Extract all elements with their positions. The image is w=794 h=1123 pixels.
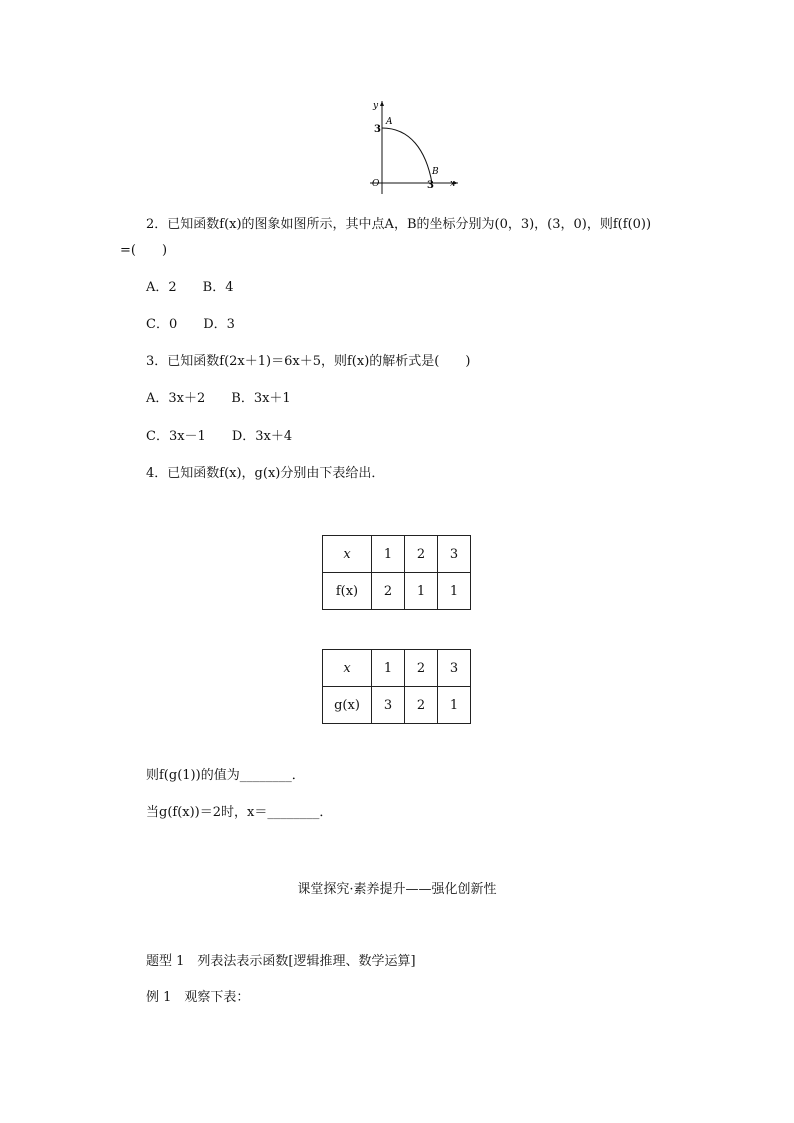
curve-ab <box>382 128 432 183</box>
q3-options-cd: C．3x－1 D．3x＋4 <box>146 429 293 444</box>
table-cell: 2 <box>405 536 438 573</box>
q4-ask-1: 则f(g(1))的值为________． <box>146 768 305 783</box>
table-cell: 1 <box>372 650 405 687</box>
table-cell: 2 <box>405 650 438 687</box>
table-cell: 3 <box>372 687 405 724</box>
q2-stem-cont: =( ) <box>120 243 168 258</box>
y-axis-label: y <box>373 101 379 111</box>
table-g <box>322 649 471 724</box>
table-cell: 3 <box>438 536 471 573</box>
table-f <box>322 535 471 610</box>
example-heading: 例 1 观察下表： <box>146 990 250 1005</box>
table-cell: 3 <box>438 650 471 687</box>
table-g-header-row <box>323 650 471 687</box>
q3-options-ab: A．3x＋2 B．3x＋1 <box>146 391 291 406</box>
section-title: 课堂探究·素养提升——强化创新性 <box>297 882 497 897</box>
point-b-label: B <box>432 167 439 177</box>
q4-ask-2: 当g(f(x))＝2时，x＝________． <box>146 805 333 820</box>
table-cell: g(x) <box>323 687 372 724</box>
table-cell: 1 <box>438 573 471 610</box>
table-g-value-row <box>323 687 471 724</box>
q2-stem: 2．已知函数f(x)的图象如图所示，其中点A，B的坐标分别为(0，3)，(3，0)，则f(f(0)) <box>146 217 652 232</box>
table-cell: 2 <box>405 687 438 724</box>
table-f-header-row <box>323 536 471 573</box>
q2-options-ab: A．2 B．4 <box>146 280 234 295</box>
function-graph <box>362 98 462 194</box>
table-cell: x <box>323 650 372 687</box>
x-axis-label: x <box>450 179 456 189</box>
table-cell: x <box>323 536 372 573</box>
table-f-value-row <box>323 573 471 610</box>
y-tick-label: 3 <box>374 124 381 135</box>
table-cell: 1 <box>372 536 405 573</box>
table-cell: 1 <box>438 687 471 724</box>
topic-heading: 题型 1 列表法表示函数[逻辑推理、数学运算] <box>146 954 416 969</box>
table-cell: f(x) <box>323 573 372 610</box>
table-cell: 1 <box>405 573 438 610</box>
y-axis-arrow <box>380 101 384 106</box>
q4-stem: 4．已知函数f(x)，g(x)分别由下表给出． <box>146 466 385 481</box>
q2-options-cd: C．0 D．3 <box>146 317 235 332</box>
point-a-label: A <box>386 117 393 127</box>
table-cell: 2 <box>372 573 405 610</box>
origin-label: O <box>372 179 380 189</box>
q3-stem: 3．已知函数f(2x＋1)＝6x＋5，则f(x)的解析式是( ) <box>146 354 471 369</box>
x-tick-label: 3 <box>427 180 434 191</box>
